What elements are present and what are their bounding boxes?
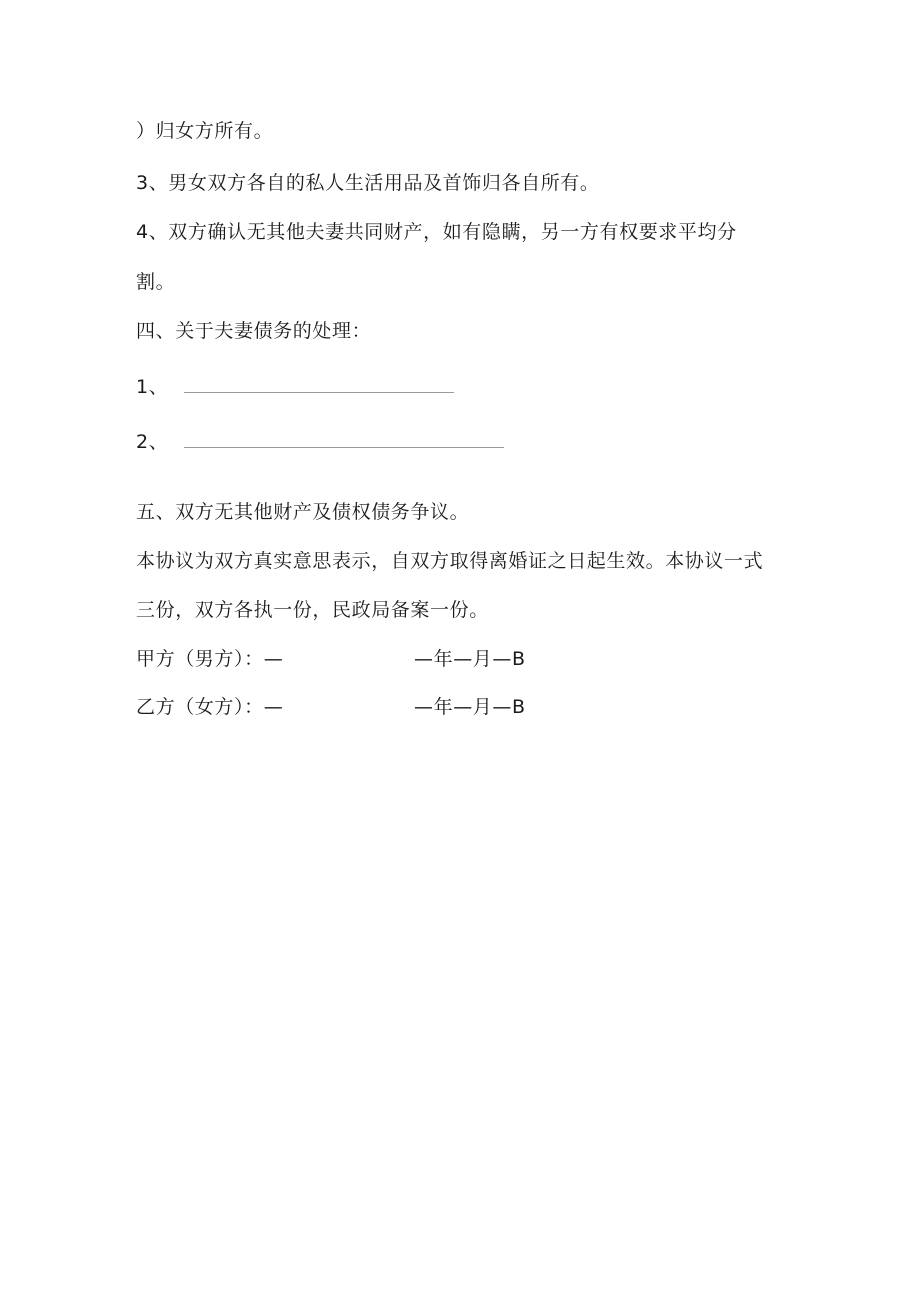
section-heading: 四、关于夫妻债务的处理：: [136, 320, 372, 342]
paragraph-line: 割。: [136, 271, 176, 293]
paragraph-line: 本协议为双方真实意思表示，自双方取得离婚证之日起生效。本协议一式: [136, 550, 764, 572]
signature-date: —年—月—B: [414, 696, 526, 718]
signature-line: [136, 647, 526, 671]
paragraph-line: 3、男女双方各自的私人生活用品及首饰归各自所有。: [136, 172, 600, 194]
fill-in-blank: [184, 378, 454, 393]
signature-line: [136, 695, 526, 719]
debt-item-label: 1、: [136, 376, 169, 398]
paragraph-line: ）归女方所有。: [136, 120, 274, 142]
debt-item: [136, 375, 454, 399]
signature-date: —年—月—B: [414, 648, 526, 670]
signature-party: 乙方（女方）：—: [136, 696, 284, 718]
fill-in-blank: [184, 433, 504, 448]
debt-item: [136, 430, 504, 454]
signature-party: 甲方（男方）：—: [136, 648, 284, 670]
section-heading: 五、双方无其他财产及债权债务争议。: [136, 501, 470, 523]
paragraph-line: 三份，双方各执一份，民政局备案一份。: [136, 599, 489, 621]
debt-item-label: 2、: [136, 431, 169, 453]
paragraph-line: 4、双方确认无其他夫妻共同财产，如有隐瞒，另一方有权要求平均分: [136, 221, 737, 243]
